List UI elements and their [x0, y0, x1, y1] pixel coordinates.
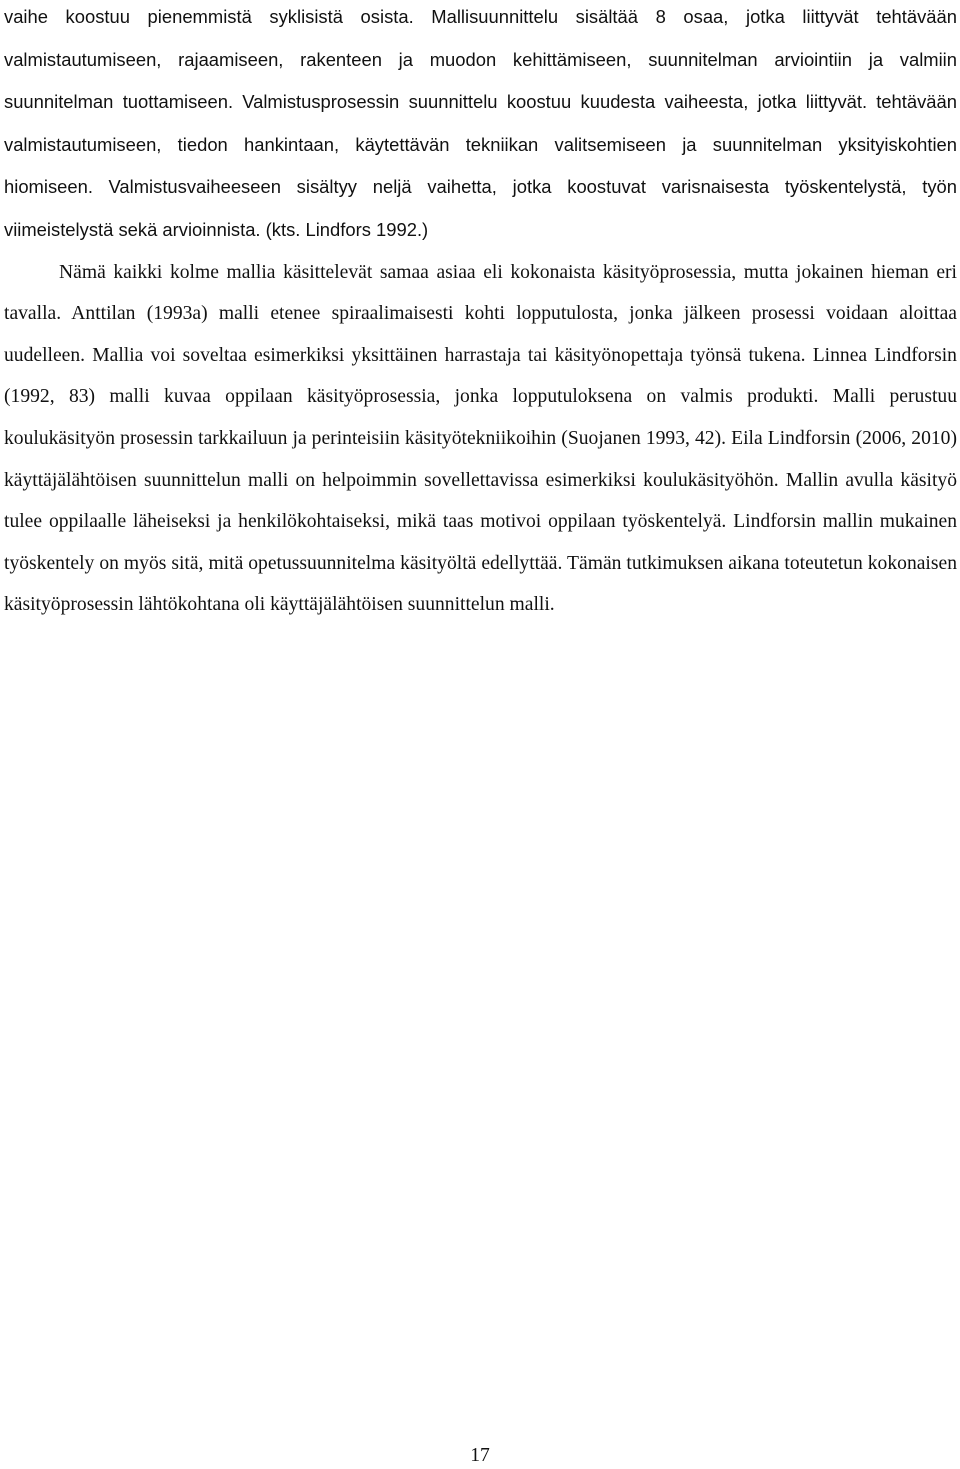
page-number: 17	[470, 1445, 490, 1466]
paragraph-1	[4, 0, 957, 252]
sentence: vaihe koostuu pienemmistä syklisistä osista. Mallisuunnittelu sisältää 8 osaa, jotka liittyvät tehtävään valmistautumiseen, rajaamiseen, rakenteen ja muodon kehittämiseen, suunnitelman arviointiin ja valmiin suunnitelman tuottamiseen.	[4, 6, 957, 113]
sentence: Malli perustuu koulukäsityön prosessin tarkkailuun ja perinteisiin käsityötekniikoihin (Suojanen 1993, 42).	[4, 386, 957, 449]
sentence: Eila Lindforsin (2006, 2010) käyttäjälähtöisen suunnittelun malli on helpoimmin sovellettavissa esimerkiksi koulukäsityöhön.	[4, 427, 957, 491]
sentence: Mallia voi soveltaa esimerkiksi yksittäinen harrastaja tai käsityönopettaja työnsä tukena.	[92, 344, 806, 366]
sentence: Nämä kaikki kolme mallia käsittelevät samaa asiaa eli kokonaista käsityöprosessia, mutta jokainen hieman eri tavalla.	[4, 261, 957, 325]
sentence: Valmistusvaiheeseen sisältyy neljä vaihetta, jotka koostuvat varisnaisesta työskentelystä, työn viimeistelystä sekä arvioinnista. (kts. Lindfors 1992.)	[4, 176, 957, 240]
sentence: Linnea Lindforsin (1992, 83) malli kuvaa oppilaan käsityöprosessia, jonka lopputuloksena on valmis produkti.	[4, 344, 957, 408]
sentence: Valmistusprosessin suunnittelu koostuu kuudesta vaiheesta, jotka liittyvät.	[242, 91, 868, 113]
sentence: Mallin avulla käsityö tulee oppilaalle läheiseksi ja henkilökohtaiseksi, mikä taas motivoi oppilaan työskentelyä.	[4, 469, 957, 533]
sentence: Anttilan (1993a) malli etenee spiraalimaisesti kohti lopputulosta, jonka jälkeen prosessi voidaan aloittaa uudelleen.	[4, 303, 957, 366]
sentence: Tämän tutkimuksen aikana toteutetun kokonaisen käsityöprosessin lähtökohtana oli käyttäjälähtöisen suunnittelun malli.	[4, 552, 957, 616]
body-text	[4, 0, 957, 626]
paragraph-2	[4, 252, 957, 626]
sentence: tehtävään valmistautumiseen, tiedon hankintaan, käytettävän tekniikan valitsemiseen ja suunnitelman yksityiskohtien hiomiseen.	[4, 91, 957, 198]
sentence: Lindforsin mallin mukainen työskentely on myös sitä, mitä opetussuunnitelma käsityöltä edellyttää.	[4, 511, 957, 574]
